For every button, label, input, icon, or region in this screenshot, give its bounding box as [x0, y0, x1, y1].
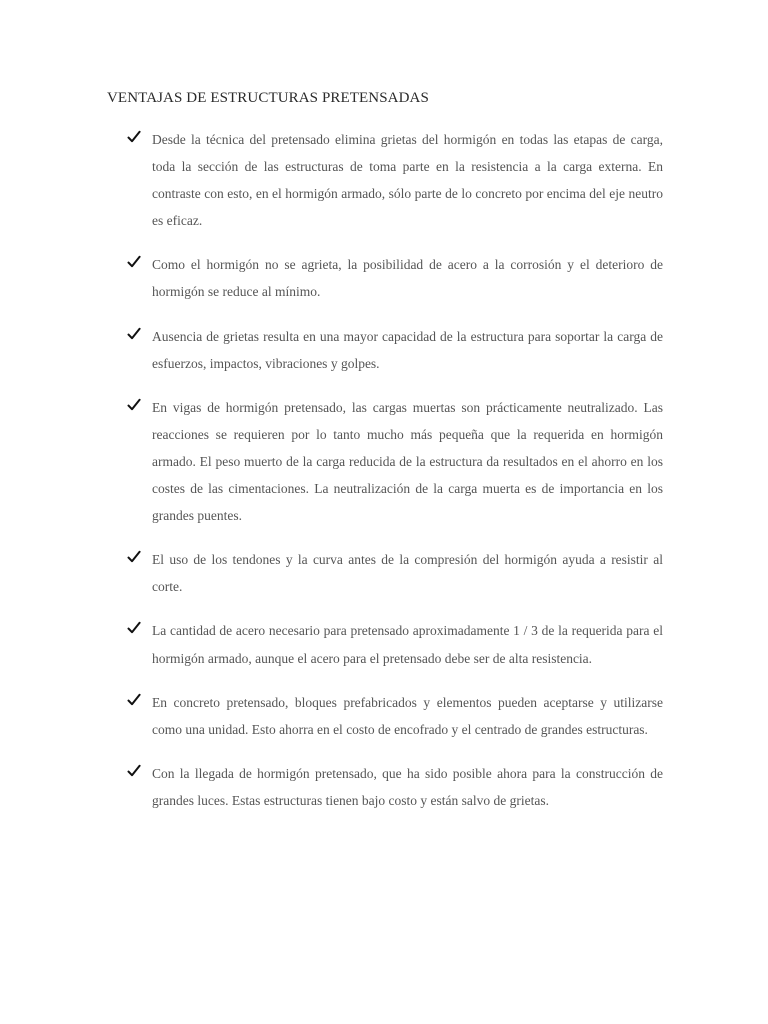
check-mark-icon	[127, 621, 141, 635]
list-item	[127, 689, 663, 743]
list-item	[127, 126, 663, 234]
check-mark-icon	[127, 327, 141, 341]
list-item-text: Con la llegada de hormigón pretensado, que ha sido posible ahora para la construcción de grandes luces. Estas estructuras tienen bajo costo y están salvo de grietas.	[152, 765, 663, 808]
list-item-text: Como el hormigón no se agrieta, la posibilidad de acero a la corrosión y el deterioro de hormigón se reduce al mínimo.	[152, 257, 663, 300]
advantages-list	[127, 126, 663, 831]
check-mark-icon	[127, 550, 141, 564]
check-mark-icon	[127, 764, 141, 778]
list-item-text: En vigas de hormigón pretensado, las cargas muertas son prácticamente neutralizado. Las reacciones se requieren por lo tanto mucho más pequeña que la requerida en hormigón armado. El peso muerto de la carga reducida de la estructura da resultados en el ahorro en los costes de las cimentaciones. La neutralización de la carga muerta es de importancia en los grandes puentes.	[152, 399, 663, 524]
list-item-text: En concreto pretensado, bloques prefabricados y elementos pueden aceptarse y utilizarse como una unidad. Esto ahorra en el costo de encofrado y el centrado de grandes estructuras.	[152, 694, 663, 737]
document-title: VENTAJAS DE ESTRUCTURAS PRETENSADAS	[107, 90, 429, 106]
list-item	[127, 546, 663, 600]
list-item-text: El uso de los tendones y la curva antes de la compresión del hormigón ayuda a resistir al corte.	[152, 552, 663, 595]
list-item	[127, 323, 663, 377]
check-mark-icon	[127, 255, 141, 269]
list-item-text: Desde la técnica del pretensado elimina grietas del hormigón en todas las etapas de carga, toda la sección de las estructuras de toma parte en la resistencia a la carga externa. En contraste con esto, en el hormigón armado, sólo parte de lo concreto por encima del eje neutro es eficaz.	[152, 132, 663, 229]
list-item-text: La cantidad de acero necesario para pretensado aproximadamente 1 / 3 de la requerida para el hormigón armado, aunque el acero para el pretensado debe ser de alta resistencia.	[152, 623, 663, 666]
list-item	[127, 251, 663, 305]
list-item-text: Ausencia de grietas resulta en una mayor capacidad de la estructura para soportar la carga de esfuerzos, impactos, vibraciones y golpes.	[152, 328, 663, 371]
check-mark-icon	[127, 693, 141, 707]
check-mark-icon	[127, 398, 141, 412]
list-item	[127, 760, 663, 814]
list-item	[127, 394, 663, 529]
check-mark-icon	[127, 130, 141, 144]
list-item	[127, 617, 663, 671]
